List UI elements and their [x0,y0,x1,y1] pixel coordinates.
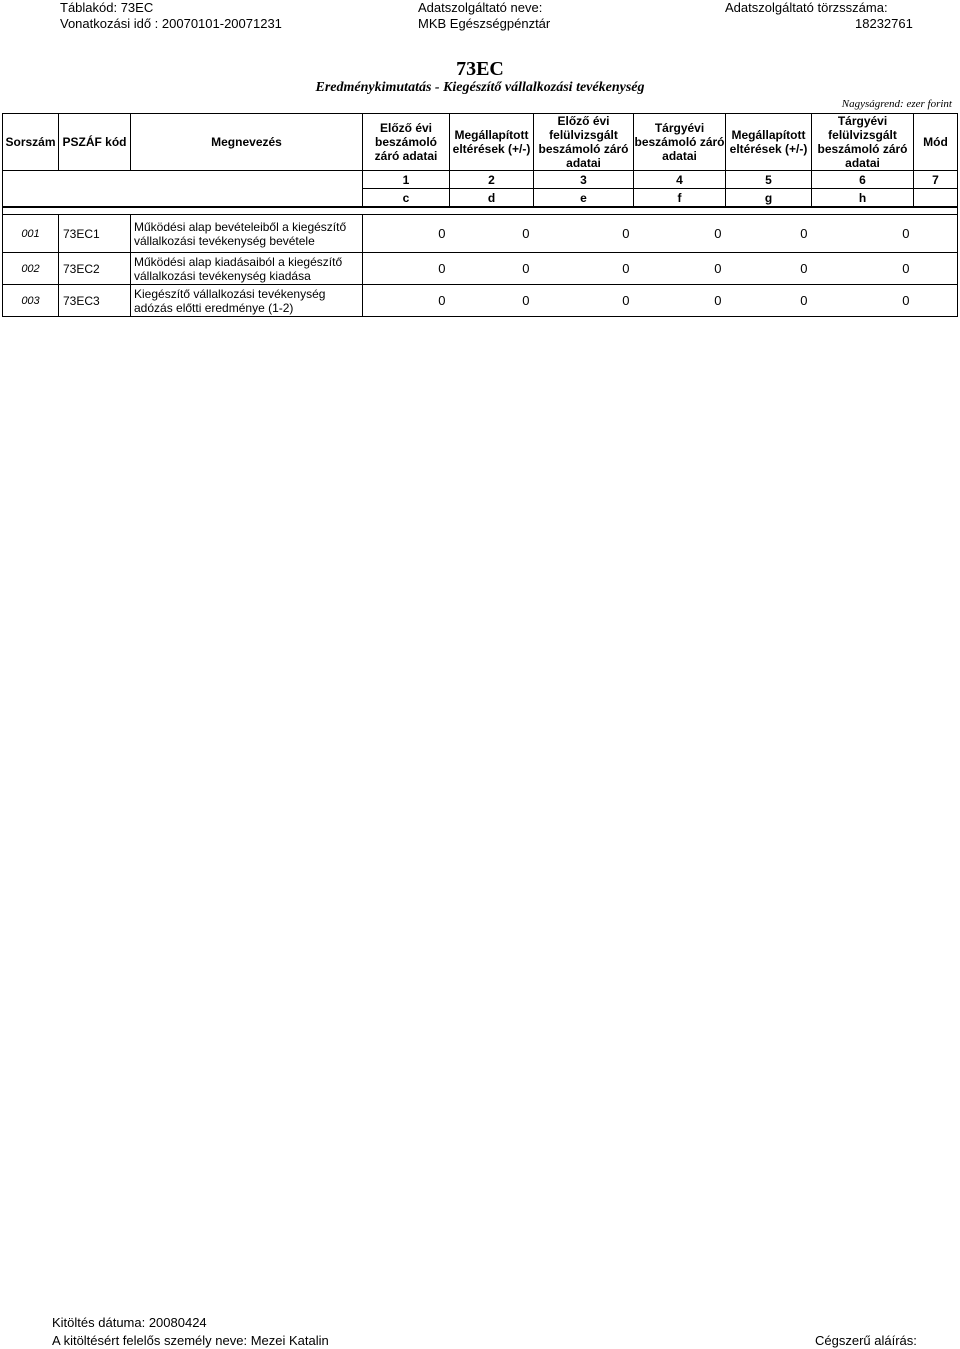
column-letter: e [534,189,634,208]
column-number: 2 [450,171,534,189]
column-number: 5 [726,171,812,189]
column-letter: c [363,189,450,208]
report-subtitle: Eredménykimutatás - Kiegészítő vállalkozási tevékenység [315,80,645,95]
value-cell: 0 [726,285,812,317]
row-sorszam: 002 [3,253,59,285]
row-megnevezes: Működési alap bevételeiből a kiegészítő vállalkozási tevékenység bevétele [131,215,363,253]
column-letter: g [726,189,812,208]
header-col-f: Tárgyévi beszámoló záró adatai [634,114,726,171]
value-cell: 0 [634,253,726,285]
report-table [2,113,958,317]
unit-note: Nagyságrend: ezer forint [841,98,952,110]
header-megnevezes: Megnevezés [131,114,363,171]
report-code: 73EC [456,58,504,80]
value-cell: 0 [450,285,534,317]
header-sorszam: Sorszám [3,114,59,171]
registry-number: 18232761 [855,16,913,31]
header-mod: Mód [914,114,958,171]
provider-name: MKB Egészségpénztár [418,16,551,31]
row-megnevezes: Működési alap kiadásaiból a kiegészítő vállalkozási tevékenység kiadása [131,253,363,285]
value-cell: 0 [726,253,812,285]
column-number: 4 [634,171,726,189]
column-number: 7 [914,171,958,189]
mod-cell [914,215,958,253]
value-cell: 0 [726,215,812,253]
row-pszaf-kod: 73EC2 [59,253,131,285]
reference-period: Vonatkozási idő : 20070101-20071231 [60,16,282,31]
column-letter: d [450,189,534,208]
registry-number-label: Adatszolgáltató törzsszáma: [725,0,888,15]
spacer-cell [3,171,363,189]
value-cell: 0 [363,285,450,317]
header-col-h: Tárgyévi felülvizsgált beszámoló záró adatai [812,114,914,171]
header-pszaf-kod: PSZÁF kód [59,114,131,171]
row-pszaf-kod: 73EC1 [59,215,131,253]
row-megnevezes: Kiegészítő vállalkozási tevékenység adózás előtti eredménye (1-2) [131,285,363,317]
column-number: 1 [363,171,450,189]
value-cell: 0 [363,253,450,285]
signature-label: Cégszerű aláírás: [815,1333,917,1348]
value-cell: 0 [534,215,634,253]
value-cell: 0 [634,215,726,253]
mod-cell [914,253,958,285]
header-col-g: Megállapított eltérések (+/-) [726,114,812,171]
row-sorszam: 001 [3,215,59,253]
value-cell: 0 [363,215,450,253]
header-col-d: Megállapított eltérések (+/-) [450,114,534,171]
column-letter: f [634,189,726,208]
row-pszaf-kod: 73EC3 [59,285,131,317]
spacer-cell [3,189,363,208]
value-cell: 0 [450,215,534,253]
header-separator [3,207,958,215]
value-cell: 0 [450,253,534,285]
fill-date: Kitöltés dátuma: 20080424 [52,1315,207,1330]
column-letter: h [812,189,914,208]
header-col-e: Előző évi felülvizsgált beszámoló záró adatai [534,114,634,171]
row-sorszam: 003 [3,285,59,317]
value-cell: 0 [812,285,914,317]
provider-name-label: Adatszolgáltató neve: [418,0,543,15]
value-cell: 0 [812,215,914,253]
table-code: Táblakód: 73EC [60,0,154,15]
value-cell: 0 [534,253,634,285]
header-col-c: Előző évi beszámoló záró adatai [363,114,450,171]
value-cell: 0 [534,285,634,317]
column-number: 3 [534,171,634,189]
column-letter-empty [914,189,958,208]
value-cell: 0 [812,253,914,285]
mod-cell [914,285,958,317]
value-cell: 0 [634,285,726,317]
responsible-person: A kitöltésért felelős személy neve: Mezei Katalin [52,1333,329,1348]
column-number: 6 [812,171,914,189]
